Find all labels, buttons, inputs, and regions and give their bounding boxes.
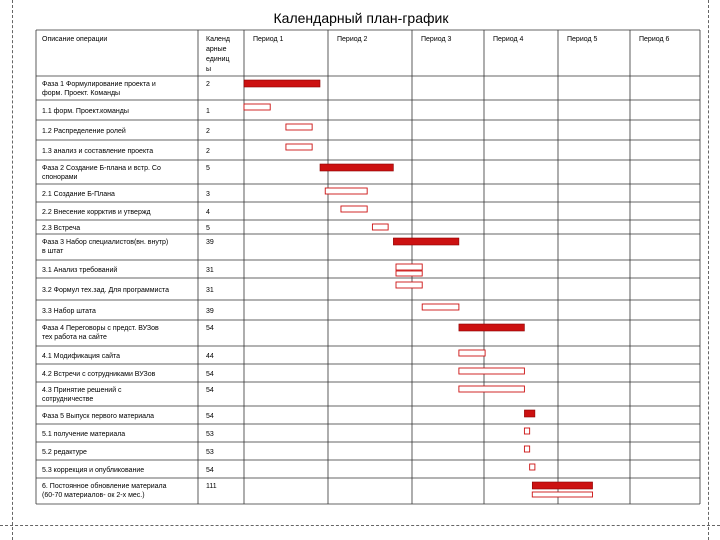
- gantt-bar-task: [325, 188, 367, 194]
- task-name: (60-70 материалов- ок 2-х мес.): [42, 492, 145, 499]
- task-name: Фаза 2 Создание Б-плана и встр. Со: [42, 165, 161, 172]
- gantt-bar-phase: [459, 324, 525, 331]
- gantt-bar-task: [341, 206, 367, 212]
- task-name: 4.1 Модификация сайта: [42, 353, 121, 360]
- task-duration: 53: [206, 449, 214, 456]
- task-name: 3.3 Набор штата: [42, 308, 96, 315]
- task-duration: 1: [206, 108, 210, 115]
- task-name: 6. Постоянное обновление материала: [42, 483, 167, 490]
- task-duration: 53: [206, 431, 214, 438]
- header-period-5: Период 5: [567, 36, 598, 43]
- task-name: Фаза 5 Выпуск первого материала: [42, 413, 155, 420]
- task-name: Фаза 1 Формулирование проекта и: [42, 81, 156, 88]
- gantt-bar-task: [422, 304, 459, 310]
- gantt-bar-phase: [524, 410, 534, 417]
- task-duration: 4: [206, 209, 210, 216]
- task-name: в штат: [42, 248, 64, 255]
- gantt-bar-actual: [532, 492, 592, 497]
- task-name: 3.2 Формул тех.зад. Для программиста: [42, 287, 169, 294]
- task-name: 3.1 Анализ требований: [42, 267, 118, 274]
- task-name: 1.1 форм. Проект.команды: [42, 108, 129, 115]
- task-duration: 2: [206, 81, 210, 88]
- gantt-bar-phase: [244, 80, 320, 87]
- task-name: 2.1 Создание Б-Плана: [42, 191, 115, 198]
- gantt-bar-actual: [396, 271, 422, 276]
- header-units-line: арные: [206, 46, 227, 53]
- header-period-3: Период 3: [421, 36, 452, 43]
- gantt-bar-task: [372, 224, 388, 230]
- task-name: тех работа на сайте: [42, 334, 107, 341]
- gantt-bar-task: [286, 144, 312, 150]
- gantt-bar-task: [396, 282, 422, 288]
- header-units-line: ы: [206, 66, 212, 73]
- task-duration: 54: [206, 371, 214, 378]
- gantt-bar-task: [459, 386, 525, 392]
- task-duration: 39: [206, 239, 214, 246]
- gantt-bar-task: [244, 104, 270, 110]
- task-name: 4.3 Принятие решений с: [42, 387, 122, 394]
- header-units-line: Календ: [206, 36, 230, 43]
- gantt-bar-task: [530, 464, 535, 470]
- header-period-4: Период 4: [493, 36, 524, 43]
- header-period-2: Период 2: [337, 36, 368, 43]
- gantt-bar-task: [286, 124, 312, 130]
- task-name: 2.2 Внесение коррктив и утвержд: [42, 209, 151, 216]
- gantt-bar-task: [524, 428, 529, 434]
- header-period-1: Период 1: [253, 36, 284, 43]
- task-duration: 39: [206, 308, 214, 315]
- task-name: 4.2 Встречи с сотрудниками ВУЗов: [42, 371, 156, 378]
- task-name: 5.2 редактуре: [42, 449, 87, 456]
- chart-title: Календарный план-график: [273, 10, 449, 26]
- gantt-bar-task: [459, 368, 525, 374]
- header-operation: Описание операции: [42, 36, 108, 43]
- task-duration: 54: [206, 413, 214, 420]
- task-name: 5.3 коррекция и опубликование: [42, 467, 145, 474]
- gantt-bar-phase: [532, 482, 592, 489]
- header-units-line: единиц: [206, 56, 230, 63]
- gantt-bar-task: [396, 264, 422, 270]
- task-name: 1.2 Распределение ролей: [42, 128, 126, 135]
- task-name: 5.1 получение материала: [42, 431, 126, 438]
- task-duration: 31: [206, 287, 214, 294]
- task-name: Фаза 3 Набор специалистов(вн. внутр): [42, 239, 169, 246]
- task-name: 1.3 анализ и составление проекта: [42, 148, 154, 155]
- header-period-6: Период 6: [639, 36, 670, 43]
- task-name: спонорами: [42, 174, 78, 181]
- task-duration: 31: [206, 267, 214, 274]
- gantt-bar-task: [524, 446, 529, 452]
- gantt-bar-phase: [393, 238, 459, 245]
- task-duration: 54: [206, 325, 214, 332]
- task-duration: 5: [206, 225, 210, 232]
- task-duration: 2: [206, 148, 210, 155]
- task-duration: 3: [206, 191, 210, 198]
- task-duration: 2: [206, 128, 210, 135]
- task-duration: 54: [206, 467, 214, 474]
- task-name: сотрудничестве: [42, 396, 94, 403]
- gantt-bar-task: [459, 350, 485, 356]
- task-name: 2.3 Встреча: [42, 225, 81, 232]
- task-duration: 44: [206, 353, 214, 360]
- task-duration: 54: [206, 387, 214, 394]
- task-duration: 111: [206, 483, 217, 490]
- task-name: Фаза 4 Переговоры с предст. ВУЗов: [42, 325, 159, 332]
- gantt-bar-phase: [320, 164, 393, 171]
- task-duration: 5: [206, 165, 210, 172]
- task-name: форм. Проект. Команды: [42, 90, 121, 97]
